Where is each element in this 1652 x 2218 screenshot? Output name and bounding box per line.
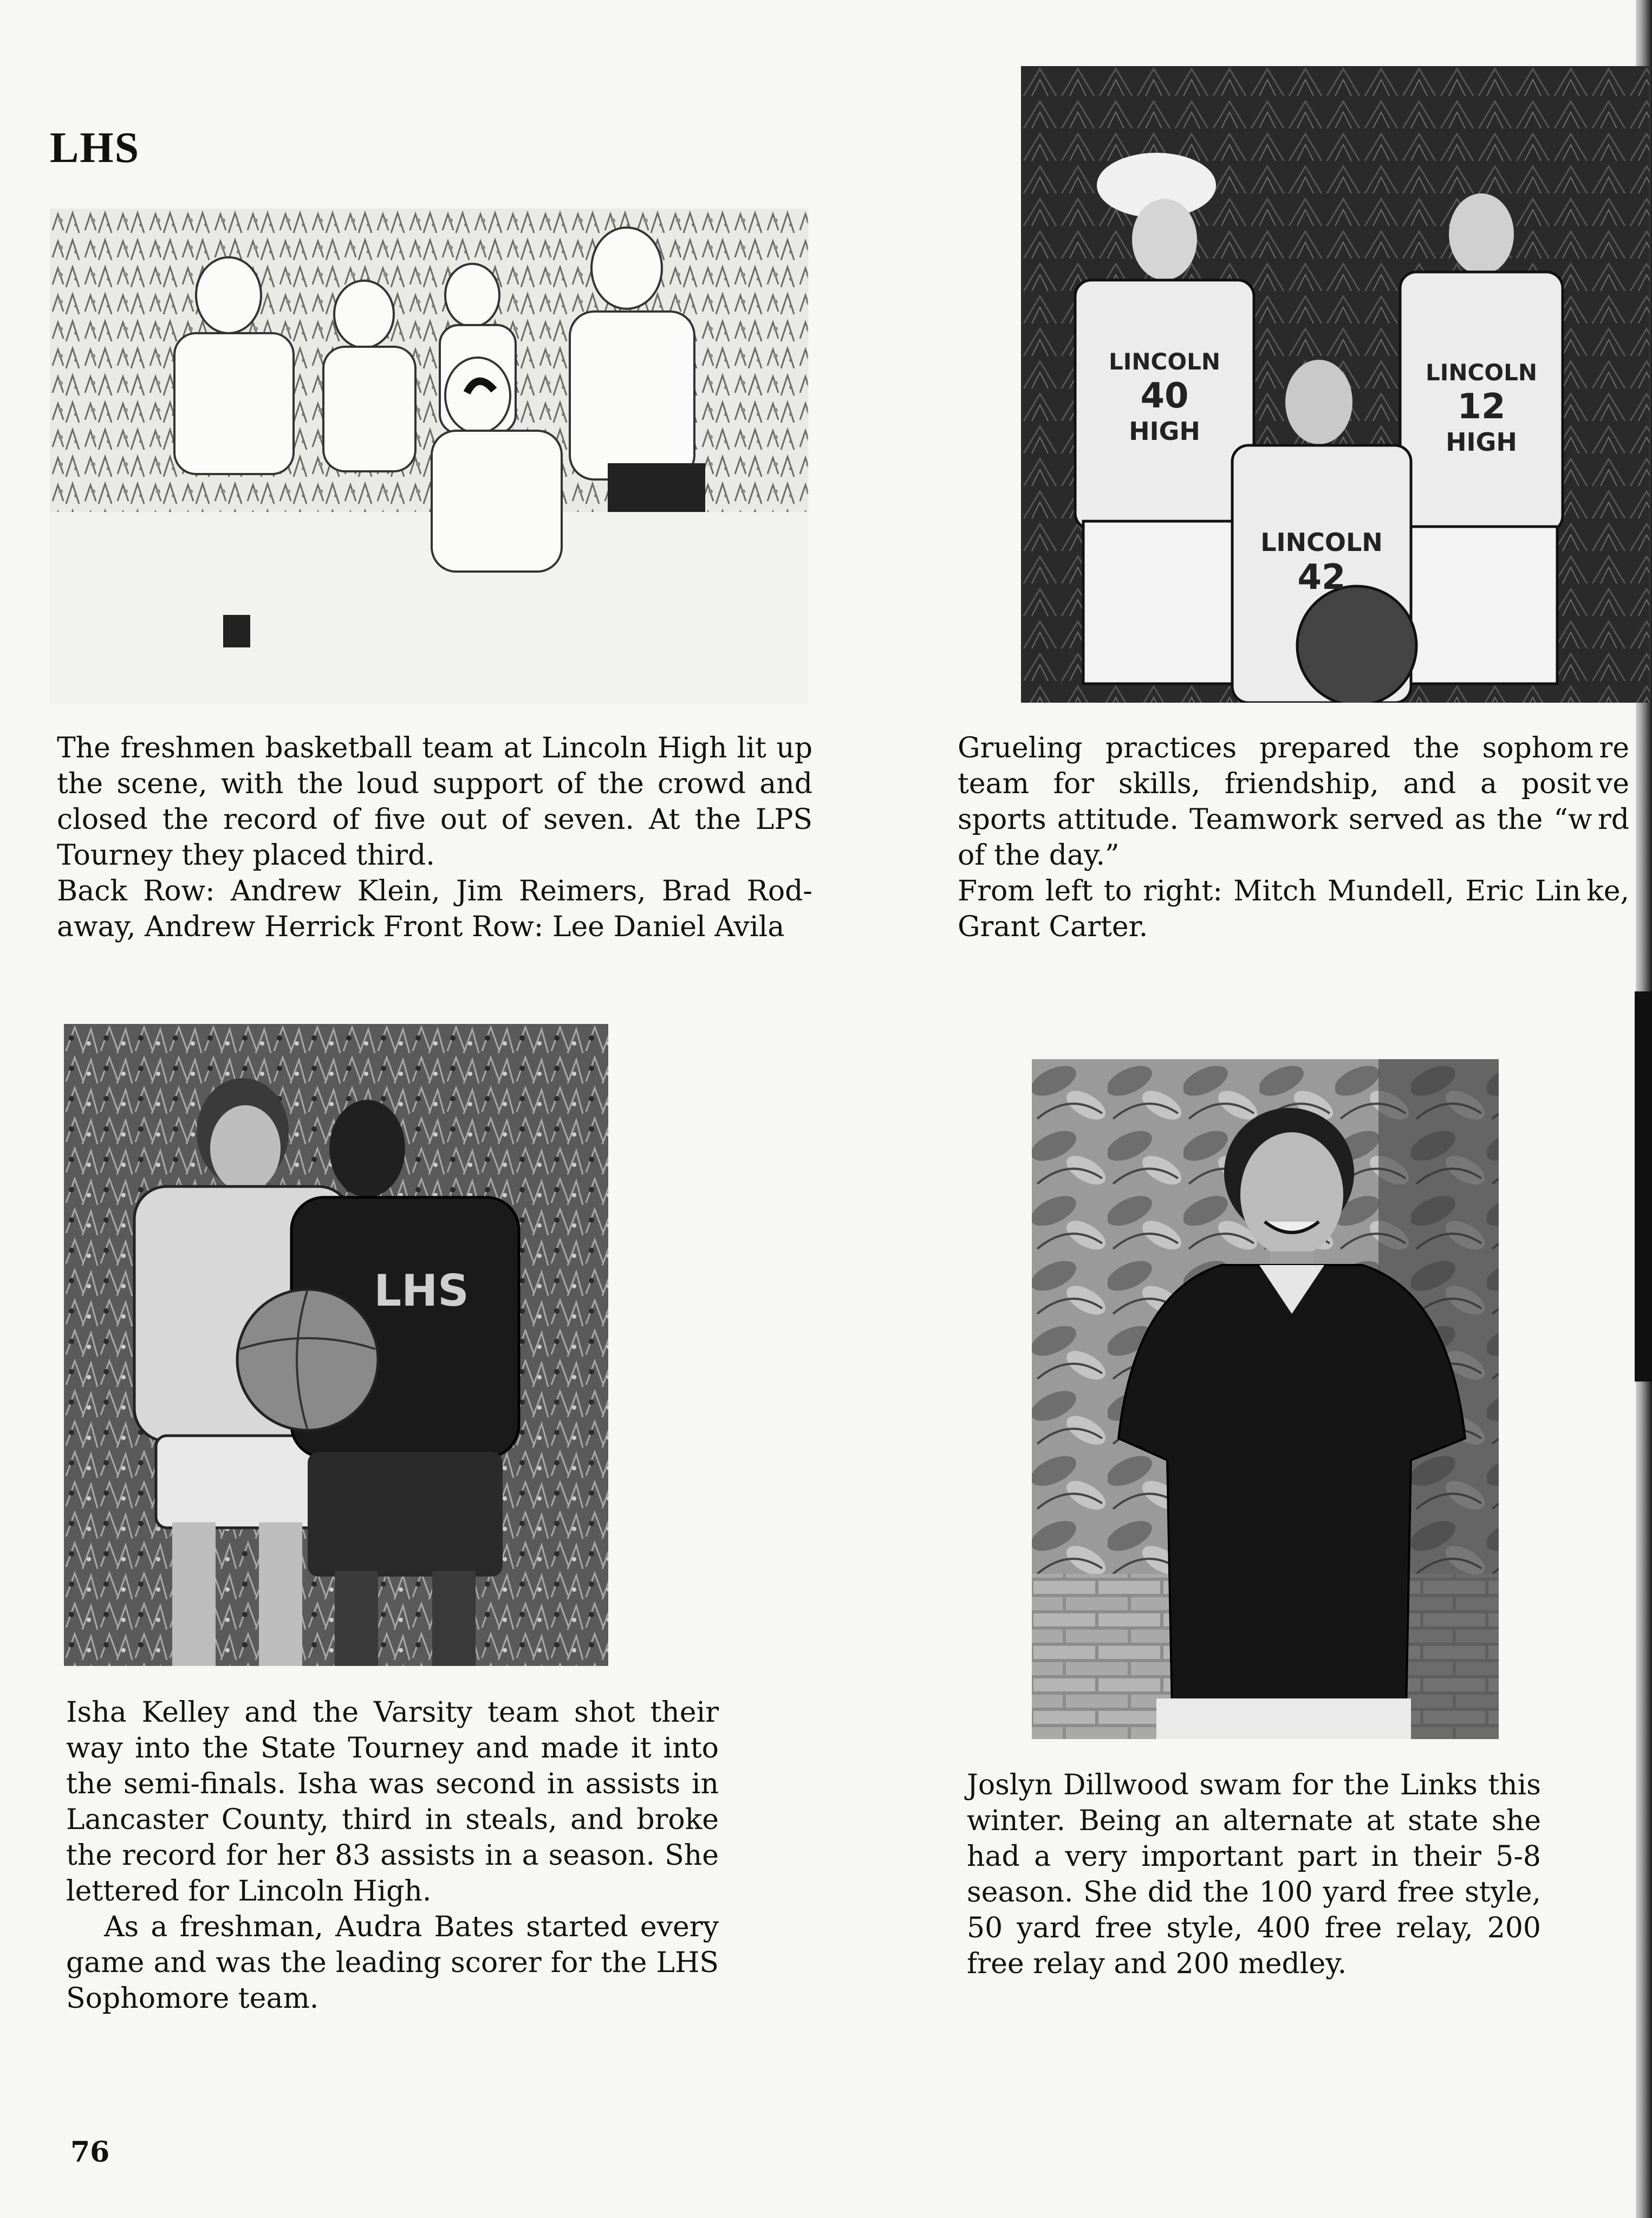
jersey-left-line2: HIGH <box>1129 417 1200 446</box>
swim-caption-text: Joslyn Dillwood swam for the Links this winter. Being an alternate at state she had a very important part in their 5-8 season. She did the 100 yard free style, 50 yard free style, 400 free relay, 200 free relay and 200 medley. <box>967 1769 1541 1980</box>
girl-jersey-text: LHS <box>374 1266 469 1316</box>
jersey-left-number: 40 <box>1140 376 1189 416</box>
section-label: LHS <box>50 124 140 172</box>
sophomore-caption <box>958 730 1629 945</box>
freshmen-caption-names: Back Row: Andrew Klein, Jim Reimers, Brad Rod-away, Andrew Herrick Front Row: Lee Daniel Avila <box>57 875 812 943</box>
freshmen-caption <box>57 730 812 945</box>
freshmen-caption-text: The freshmen basketball team at Lincoln High lit up the scene, with the loud support of the crowd and closed the record of five out of seven. At the LPS Tourney they placed third. <box>57 732 812 872</box>
swimmer-portrait-photo <box>1032 1059 1499 1739</box>
jersey-right-line1: LINCOLN <box>1426 359 1537 386</box>
jersey-center-number: 42 <box>1297 557 1346 598</box>
jersey-right-line2: HIGH <box>1446 427 1517 457</box>
varsity-girls-photo <box>64 1024 608 1666</box>
sophomore-caption-names: From left to right: Mitch Mundell, Eric Lin ke, Grant Carter. <box>958 875 1629 943</box>
varsity-caption-text: Isha Kelley and the Varsity team shot their way into the State Tourney and made it into the semi-finals. Isha was second in assists in Lancaster County, third in steals, and broke the record for her 83 assists in a season. She lettered for Lincoln High. <box>66 1696 719 1908</box>
binding-edge-mark <box>1635 991 1652 1382</box>
jersey-center-line1: LINCOLN <box>1260 528 1383 557</box>
jersey-left-line1: LINCOLN <box>1109 348 1220 375</box>
swim-caption <box>967 1767 1541 1982</box>
jersey-right-number: 12 <box>1457 387 1506 427</box>
page-number: 76 <box>70 2136 110 2169</box>
sophomore-team-photo <box>1021 66 1649 703</box>
freshmen-team-photo <box>50 209 808 704</box>
varsity-caption <box>66 1695 719 2016</box>
sophomore-caption-text: Grueling practices prepared the sophom re team for skills, friendship, and a posit ve sports attitude. Teamwork served as the “w rd of the day.” <box>958 732 1629 872</box>
varsity-caption-audra: As a freshman, Audra Bates started every game and was the leading scorer for the LHS Sophomore team. <box>66 1911 719 2015</box>
